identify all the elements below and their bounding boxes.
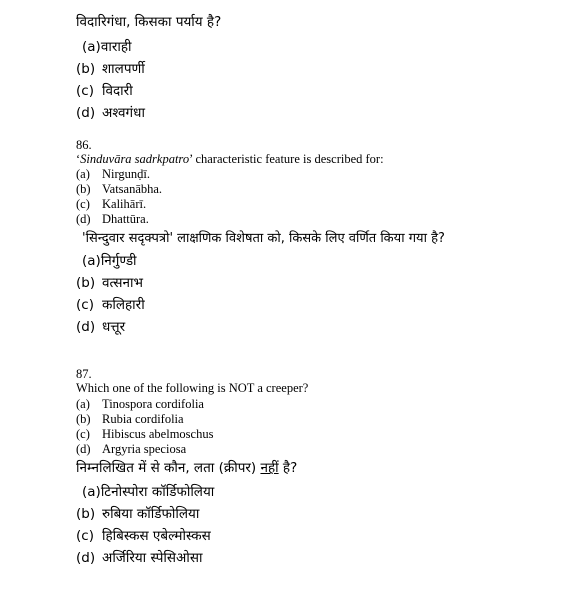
- option-text: Tinospora cordifolia: [102, 397, 204, 411]
- q86-option-d-en: [76, 212, 149, 227]
- option-label: (d): [76, 105, 96, 121]
- question-pre: निम्नलिखित में से कौन, लता (क्रीपर): [76, 460, 261, 476]
- q86-option-c-hi: [76, 295, 145, 313]
- option-text: कलिहारी: [102, 297, 145, 313]
- option-label: (a): [82, 484, 101, 500]
- q87-option-d-en: [76, 442, 186, 457]
- option-label: (d): [76, 212, 91, 226]
- q86-question-en: [76, 152, 384, 167]
- q86-number: 86.: [76, 138, 92, 152]
- q85-option-d-hi: [76, 103, 145, 121]
- q87-number: 87.: [76, 367, 92, 381]
- option-text: निर्गुण्डी: [100, 253, 137, 269]
- option-text: Vatsanābha.: [102, 182, 163, 196]
- q86-option-b-hi: [76, 273, 143, 291]
- option-label: (d): [76, 319, 96, 335]
- q87-question-hi: [76, 458, 297, 476]
- option-text: विदारी: [102, 83, 133, 99]
- option-label: (c): [76, 197, 90, 211]
- q87-question-en: Which one of the following is NOT a creeper?: [76, 381, 309, 395]
- option-text: Nirgunḍī.: [102, 167, 151, 181]
- q85-option-a-hi: [82, 37, 132, 55]
- q86-question-hi: 'सिन्दुवार सदृक्पत्रो' लाक्षणिक विशेषता को, किसके लिए वर्णित किया गया है?: [82, 231, 445, 246]
- q86-option-a-en: [76, 167, 150, 182]
- option-text: Dhattūra.: [102, 212, 149, 226]
- option-text: रुबिया कॉर्डिफोलिया: [102, 506, 200, 522]
- q87-option-b-en: [76, 412, 184, 427]
- q85-question-hi: विदारिगंधा, किसका पर्याय है?: [76, 14, 222, 30]
- question-rest: ’ characteristic feature is described for:: [189, 152, 384, 166]
- option-text: वत्सनाभ: [102, 275, 143, 291]
- option-label: (a): [76, 167, 90, 181]
- option-text: Kalihārī.: [102, 197, 147, 211]
- quote-open: ‘: [76, 152, 81, 166]
- q85-option-b-hi: [76, 59, 145, 77]
- q86-option-c-en: [76, 197, 146, 212]
- q87-option-c-en: [76, 427, 213, 442]
- option-label: (c): [76, 83, 94, 99]
- option-label: (c): [76, 297, 94, 313]
- q87-option-a-hi: [82, 482, 214, 500]
- option-label: (c): [76, 427, 90, 441]
- sanskrit-phrase: Sinduvāra sadrkpatro: [80, 152, 190, 166]
- q87-option-c-hi: [76, 526, 211, 544]
- q87-option-b-hi: [76, 504, 199, 522]
- q87-option-d-hi: [76, 548, 202, 566]
- option-text: धत्तूर: [102, 319, 126, 335]
- q87-option-a-en: [76, 397, 204, 412]
- option-text: टिनोस्पोरा कॉर्डिफोलिया: [100, 484, 215, 500]
- option-text: अर्जिरिया स्पेसिओसा: [102, 550, 203, 566]
- underlined-word: नहीं: [260, 460, 279, 476]
- option-label: (b): [76, 506, 96, 522]
- option-text: शालपर्णी: [102, 61, 145, 77]
- option-label: (d): [76, 442, 91, 456]
- option-label: (b): [76, 275, 96, 291]
- option-label: (d): [76, 550, 96, 566]
- option-label: (a): [76, 397, 90, 411]
- option-label: (a): [82, 39, 101, 55]
- option-label: (c): [76, 528, 94, 544]
- option-label: (b): [76, 182, 91, 196]
- option-text: हिबिस्कस एबेल्मोस्कस: [102, 528, 211, 544]
- option-text: अश्वगंधा: [102, 105, 145, 121]
- question-post: है?: [278, 460, 298, 476]
- option-label: (b): [76, 61, 96, 77]
- option-label: (b): [76, 412, 91, 426]
- option-label: (a): [82, 253, 101, 269]
- q86-option-a-hi: [82, 251, 137, 269]
- q86-option-b-en: [76, 182, 162, 197]
- option-text: Hibiscus abelmoschus: [102, 427, 214, 441]
- option-text: Rubia cordifolia: [102, 412, 184, 426]
- q86-option-d-hi: [76, 317, 125, 335]
- q85-option-c-hi: [76, 81, 133, 99]
- option-text: Argyria speciosa: [102, 442, 187, 456]
- option-text: वाराही: [100, 39, 132, 55]
